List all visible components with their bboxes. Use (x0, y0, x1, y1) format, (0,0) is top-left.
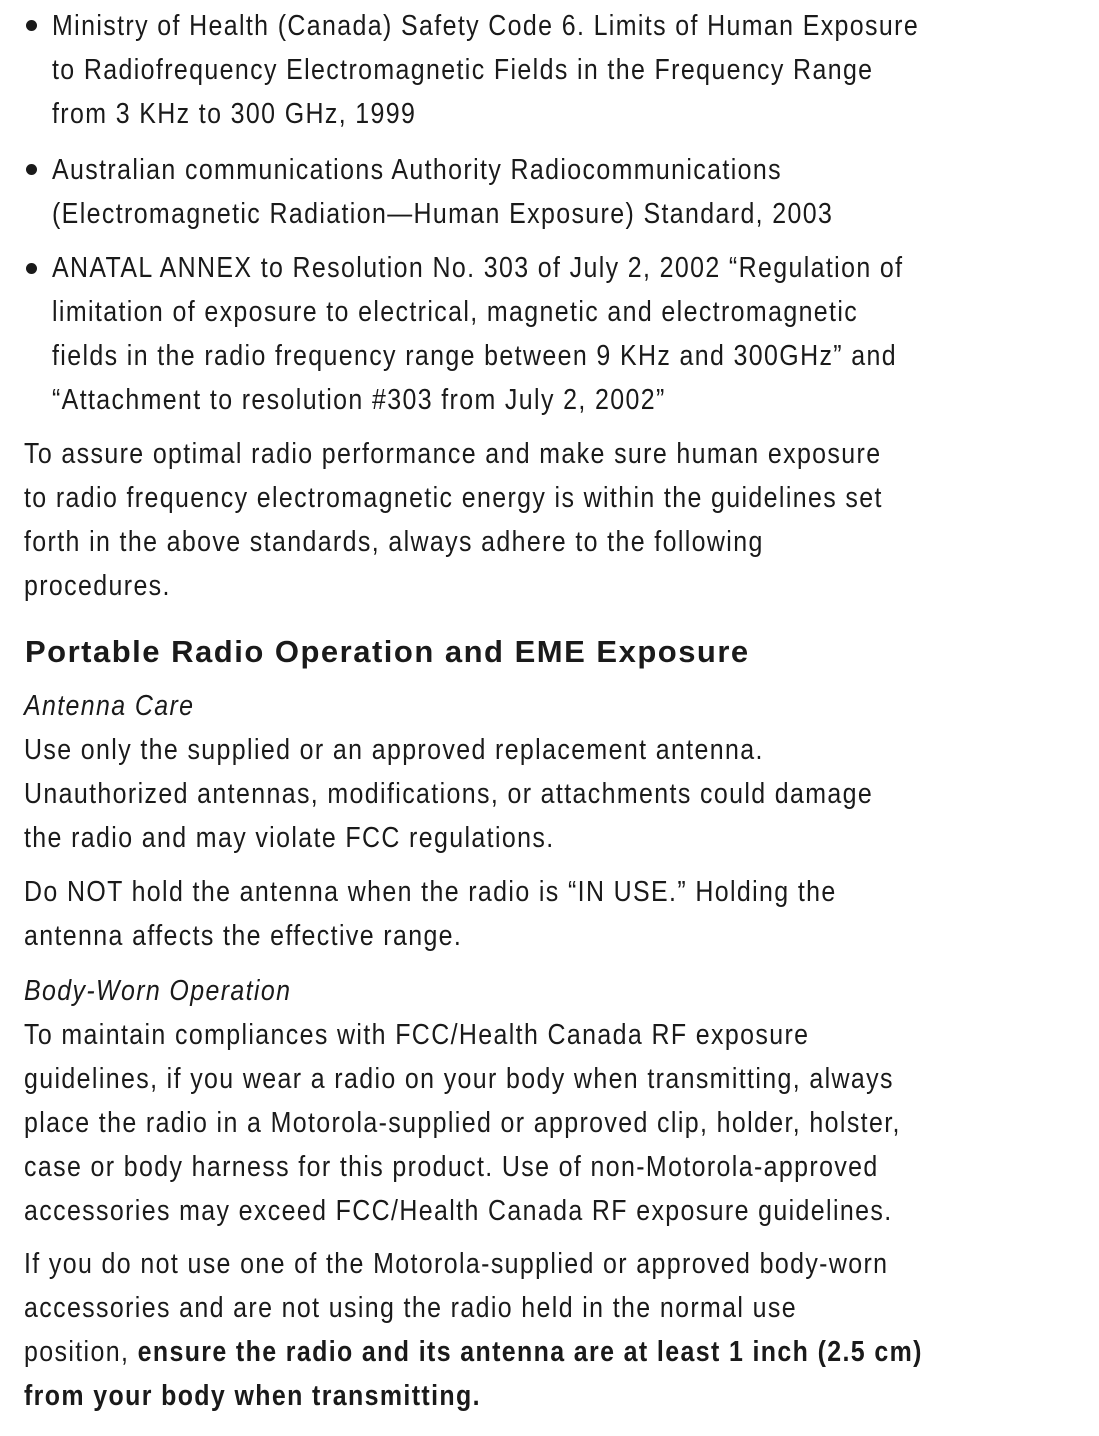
text-line: fields in the radio frequency range between 9 KHz and 300GHz” and (52, 340, 898, 372)
text-line: guidelines, if you wear a radio on your body when transmitting, always (24, 1063, 894, 1095)
antenna-care-paragraph-1 (24, 728, 873, 860)
intro-paragraph (24, 432, 883, 608)
text-run: position, (24, 1336, 138, 1368)
text-line: from 3 KHz to 300 GHz, 1999 (52, 98, 417, 130)
bullet-item-3 (52, 246, 903, 422)
text-line: accessories may exceed FCC/Health Canada RF exposure guidelines. (24, 1195, 893, 1227)
body-worn-paragraph-2 (24, 1242, 923, 1418)
bullet-dot-icon (26, 20, 37, 31)
text-line: Do NOT hold the antenna when the radio is “IN USE.” Holding the (24, 876, 837, 908)
text-line: ANATAL ANNEX to Resolution No. 303 of July 2, 2002 “Regulation of (52, 252, 904, 284)
bullet-dot-icon (26, 263, 37, 274)
antenna-care-paragraph-2 (24, 870, 837, 958)
text-line: Australian communications Authority Radiocommunications (52, 154, 782, 186)
body-worn-title (24, 969, 291, 1013)
bullet-item-2 (52, 148, 833, 236)
text-line: To maintain compliances with FCC/Health Canada RF exposure (24, 1019, 810, 1051)
text-line: Unauthorized antennas, modifications, or attachments could damage (24, 778, 874, 810)
text-line: forth in the above standards, always adhere to the following (24, 526, 764, 558)
text-line: to Radiofrequency Electromagnetic Fields in the Frequency Range (52, 54, 874, 86)
text-line: “Attachment to resolution #303 from July 2, 2002” (52, 384, 666, 416)
bullet-item-1 (52, 4, 919, 136)
text-line: procedures. (24, 570, 171, 602)
text-line: If you do not use one of the Motorola-supplied or approved body-worn (24, 1248, 889, 1280)
subsection-title: Antenna Care (24, 690, 195, 722)
bullet-dot-icon (26, 164, 37, 175)
antenna-care-title (24, 684, 194, 728)
warning-text: from your body when transmitting. (24, 1380, 481, 1412)
text-line: antenna affects the effective range. (24, 920, 463, 952)
text-line: the radio and may violate FCC regulations. (24, 822, 555, 854)
text-line: place the radio in a Motorola-supplied or approved clip, holder, holster, (24, 1107, 901, 1139)
body-worn-paragraph-1 (24, 1013, 901, 1233)
text-line: (Electromagnetic Radiation—Human Exposure) Standard, 2003 (52, 198, 834, 230)
text-line: case or body harness for this product. Use of non-Motorola-approved (24, 1151, 879, 1183)
section-heading: Portable Radio Operation and EME Exposure (25, 634, 750, 669)
text-line: To assure optimal radio performance and make sure human exposure (24, 438, 882, 470)
warning-text: ensure the radio and its antenna are at least 1 inch (2.5 cm) (137, 1336, 923, 1368)
subsection-title: Body-Worn Operation (24, 975, 292, 1007)
text-line: to radio frequency electromagnetic energy is within the guidelines set (24, 482, 883, 514)
text-line: accessories and are not using the radio held in the normal use (24, 1292, 797, 1324)
text-line (24, 1330, 923, 1374)
text-line: Use only the supplied or an approved replacement antenna. (24, 734, 764, 766)
text-line: Ministry of Health (Canada) Safety Code 6. Limits of Human Exposure (52, 10, 920, 42)
text-line: limitation of exposure to electrical, magnetic and electromagnetic (52, 296, 859, 328)
